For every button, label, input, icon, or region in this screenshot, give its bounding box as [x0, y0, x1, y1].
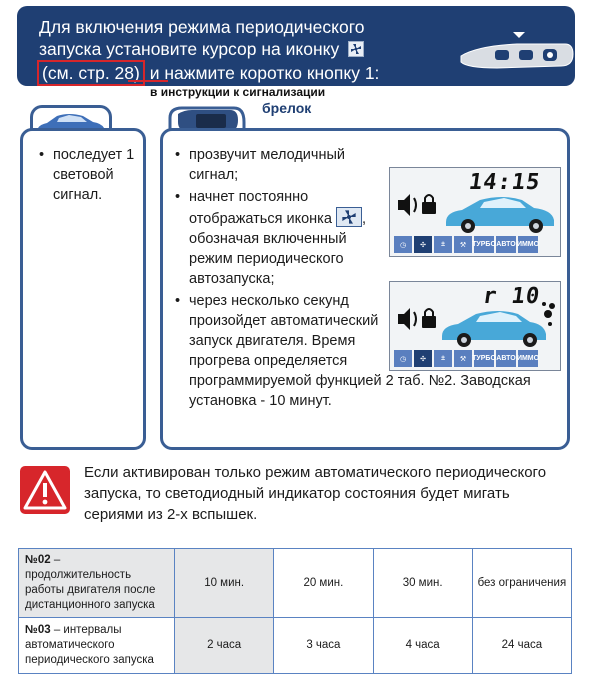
clock-icon: ◷	[394, 236, 412, 253]
lcd-screen-1	[389, 167, 561, 257]
table-cell: 2 часа	[175, 618, 274, 674]
auto-icon: АВТО	[496, 236, 516, 253]
auto-icon: АВТО	[496, 350, 516, 367]
fan-mode-icon: ✣	[414, 236, 432, 253]
page-reference: (см. стр. 28)	[37, 60, 145, 86]
item3-text-a: • через несколько секунд произойдет автоматический запуск двигателя. Время прогрева определяется	[189, 293, 379, 369]
table-row	[19, 549, 572, 618]
table-row	[19, 618, 572, 674]
table-cell: 4 часа	[373, 618, 472, 674]
turbo-icon: ТУРБО	[474, 350, 494, 367]
car-reaction-list	[37, 145, 143, 207]
list-item: • прозвучит мелодичный сигнал;	[173, 145, 373, 185]
fan-mode-icon: ✣	[414, 350, 432, 367]
lcd-screen-2	[389, 281, 561, 371]
lcd-timer-display: r 10	[481, 284, 542, 309]
lcd-icon-row	[394, 350, 538, 367]
row-label: №03 – интервалы автоматического периодического запуска	[19, 618, 175, 674]
header-line2: запуска установите курсор на иконку	[39, 39, 340, 59]
settings-table	[18, 548, 572, 674]
table-cell: 24 часа	[472, 618, 571, 674]
wrench-icon: ⚒	[454, 350, 472, 367]
warning-icon	[20, 466, 70, 514]
battery-icon: ±	[434, 350, 452, 367]
row-label: №02 – продолжительность работы двигателя после дистанционного запуска	[19, 549, 175, 618]
header-line1: Для включения режима периодического	[39, 17, 365, 37]
lcd-icon-row	[394, 236, 538, 253]
table-cell: без ограничения	[472, 549, 571, 618]
fob-panel	[160, 128, 570, 450]
table-cell: 10 мин.	[175, 549, 274, 618]
car-running-illustration	[394, 300, 558, 350]
turbo-icon: ТУРБО	[474, 236, 494, 253]
instruction-header	[17, 6, 575, 86]
table-cell: 20 мин.	[274, 549, 373, 618]
item2-text-b: , обозначая включенный режим периодического автозапуска;	[189, 211, 366, 287]
table-cell: 30 мин.	[373, 549, 472, 618]
battery-icon: ±	[434, 236, 452, 253]
lcd-time-display: 14:15	[467, 170, 542, 195]
item3-text-b: программируемой функцией 2 таб. №2. Заводская установка - 10 минут.	[189, 373, 531, 409]
wrench-icon: ⚒	[454, 236, 472, 253]
header-text	[39, 16, 419, 86]
car-lock-illustration	[394, 186, 558, 236]
fob-label: брелок	[262, 100, 312, 116]
car-panel	[20, 128, 146, 450]
warning-text: Если активирован только режим автоматического периодического запуска, то светодиодный индикатор состояния будет мигать сериями из 2-х вспышек.	[84, 464, 547, 523]
list-item: • последует 1 световой сигнал.	[37, 145, 143, 205]
clock-icon: ◷	[394, 350, 412, 367]
fan-mode-icon	[348, 41, 364, 57]
immo-icon: ИММО	[518, 350, 538, 367]
table-cell: 3 часа	[274, 618, 373, 674]
list-item	[173, 187, 373, 289]
keyfob-icon	[457, 32, 575, 72]
header-line3: и нажмите коротко кнопку 1:	[149, 63, 380, 83]
fan-mode-icon	[336, 207, 362, 227]
immo-icon: ИММО	[518, 236, 538, 253]
callout-text: в инструкции к сигнализации	[150, 85, 326, 99]
item2-text-a: начнет постоянно отображаться иконка	[189, 189, 332, 227]
